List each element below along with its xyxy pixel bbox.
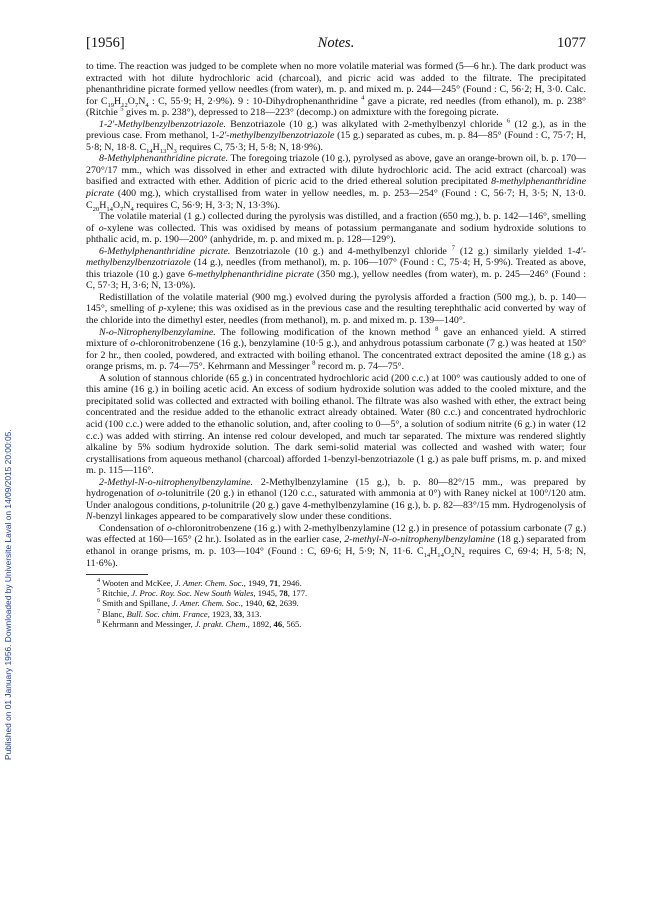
text-run: J. Proc. Roy. Soc. New South Wales [131,588,254,599]
text-run: 46 [273,618,283,629]
text-run: 33 [233,608,243,619]
text-run: O [443,545,452,557]
text-run: The foregoing triazole (10 g.), pyrolysed as above, gave an orange-brown oil, b. p. 170—270°/17 mm., which was dissolved in ether and extracted with dilute hydrochloric acid. The acid extract (charcoal) was basified and extracted with ether. Addition of picric acid to the dried ethereal solution precipitated [86,153,586,188]
text-run: 2-Methylbenzylamine (15 g.), b. p. 80—82°/15 mm., was prepared by hydrogenation of [86,476,586,500]
formula-subscript: 14 [146,147,153,155]
text-run: 62 [266,598,276,609]
text-run: o [157,488,163,500]
header-title: Notes. [317,35,355,51]
article-body [86,61,586,629]
text-run: Redistillation of the volatile material (900 mg.) evolved during the pyrolysis afforded a fraction (500 mg.), b. p. 140—145°, smelling of [86,291,586,315]
reference-marker: 8 [435,325,439,333]
text-run: (400 mg.), which crystallised from water in yellow needles, m. p. 253—254° (Found : C, 56·7; H, 3·5; N, 13·0. C [86,188,586,211]
text-run: gave an enhanced yield. A stirred mixture of [86,326,586,350]
reference-list [86,578,586,629]
text-run: (350 mg.), yellow needles (from water), m. p. 245—246° (Found : C, 57·3; H, 3·6; N, 13·0%). [86,268,587,292]
footnote-rule [86,574,148,575]
text-run: , 177. [287,588,308,599]
text-run: : C, 55·9; H, 2·9%). 9 : 10-Dihydrophenanthridine [148,95,362,107]
text-run: The following modification of the known method [215,326,436,338]
text-run: (12 g.), as in the previous case. From methanol, 1- [86,118,586,142]
reference-marker: 4 [361,94,365,102]
text-run: requires C, 56·9; H, 3·3; N, 13·3%). [133,199,280,211]
text-run: , 1945, [253,588,280,599]
text-run: J. prakt. Chem. [194,618,248,629]
reference-entry [86,598,586,608]
text-run: , 1923, [207,608,234,619]
text-run: o [130,338,136,350]
text-run: 6-Methylphenanthridine picrate. [99,245,231,257]
header-page-number: 1077 [557,35,586,51]
text-run: o [166,522,172,534]
formula-subscript: 19 [107,101,115,109]
text-run: N [454,545,462,557]
paragraph [86,477,586,523]
text-run: Condensation of [99,522,167,534]
text-run: N [166,141,174,153]
text-run: 2′-methylbenzylbenzotriazole [219,130,335,142]
formula-subscript: 20 [92,205,100,213]
text-run: Bull. Soc. chim. France [126,608,208,619]
text-run: N-o-Nitrophenylbenzylamine. [99,326,216,338]
formula-subscript: 4 [130,205,134,213]
reference-number: 4 [97,577,101,585]
text-run: (15 g.) separated as cubes, m. p. 84—85° (Found : C, 75·7; H, 5·8; N, 18·8. C [86,130,586,153]
formula-subscript: 2 [451,551,455,559]
text-run: -chloronitrobenzene (16 g.) with 2-methylbenzylamine (12 g.) in presence of potassium carbonate (7 g.) was effected at 160—165° (2 hr.). Isolated as in the earlier case, [86,522,586,546]
formula-subscript: 7 [120,205,124,213]
reference-number: 8 [97,618,101,626]
text-run: Kehrmann and Messinger, [100,618,195,629]
text-run: N [123,199,131,211]
text-run: 71 [269,578,279,589]
text-run: requires C, 69·4; H, 5·8; N, 11·6%). [86,545,587,569]
paragraph [86,327,586,373]
text-run: , 1892, [247,618,274,629]
paragraph [86,292,586,327]
text-run: Wooten and McKee, [100,578,175,589]
paragraph [86,61,586,119]
text-run: 78 [279,588,288,599]
text-run: gives m. p. 238°), depressed to 218—223° (decomp.) on admixture with the foregoing picrate. [123,107,499,119]
paragraph [86,211,586,246]
reference-entry [86,609,586,619]
text-run: N [86,511,93,523]
text-run: Ritchie, [100,588,132,599]
text-run: , 2946. [278,578,302,589]
text-run: 2-Methyl-N-o-nitrophenylbenzylamine. [99,476,254,488]
header-year: [1956] [86,35,125,51]
text-run: H [430,545,438,557]
reference-marker: 8 [312,359,316,367]
download-side-note: Published on 01 January 1956. Downloaded by Universite Laval on 14/09/2015 20:00:05. [3,429,13,760]
text-run: H [99,199,107,211]
formula-subscript: 7 [134,101,139,109]
text-run: 4′-methylbenzylbenzotriazole [86,245,586,269]
text-run: 1-2′-Methylbenzylbenzotriazole. [99,118,226,130]
text-run: , 313. [242,608,262,619]
text-run: , 2639. [275,598,299,609]
text-run: gave a picrate, red needles (from ethanol), m. p. 238° (Ritchie [86,95,586,119]
running-header [86,35,586,53]
text-run: 8-Methylphenanthridine picrate. [99,153,229,165]
text-run: o [98,222,104,234]
text-run: , 565. [282,618,302,629]
text-run: 2-methyl-N-o-nitrophenylbenzylamine [344,534,495,546]
text-run: Blanc, [100,608,127,619]
text-run: -benzyl linkages appeared to be comparatively slow under these conditions. [92,511,392,523]
text-run: J. Amer. Chem. Soc. [171,598,241,609]
paragraph [86,153,586,211]
text-run: -xylene; this was oxidised as in the previous case and the resulting terephthalic acid converted by way of the chloride into the dimethyl ester, needles (from methanol), m. p. and mixed m. p. 139—140°. [86,303,586,327]
text-run: 8-methylphenanthridine picrate [86,176,586,200]
text-run: requires C, 75·3; H, 5·8; N, 18·9%). [176,141,324,153]
paragraph [86,119,586,154]
text-run: N [138,95,146,107]
text-run: The volatile material (1 g.) collected during the pyrolysis was distilled, and a fraction (650 mg.), b. p. 142—146°, smelling of [86,211,586,234]
text-run: H [152,141,160,153]
text-run: J. Amer. Chem. Soc. [174,578,244,589]
text-run: (18 g.) separated from ethanol in orange prisms, m. p. 103—104° (Found : C, 69·6; H, 5·9; N, 11·6. C [86,534,586,557]
formula-subscript: 14 [437,551,444,559]
reference-number: 5 [97,587,101,595]
text-run: 6-methylphenanthridine picrate [187,268,314,280]
text-run: to time. The reaction was judged to be complete when no more volatile material was formed (5—6 hr.). The dark product was extracted with hot dilute hydrochloric acid (charcoal), and picric acid was added to the filtrate. The precipitated phenanthridine picrate formed yellow needles (from water), m. p. and mixed m. p. 244—245° (Found : C, 56·2; H, 3·0. Calc. for C [86,61,586,107]
text-run: -tolunitrile (20 g.) in ethanol (120 c.c., saturated with ammonia at 0°) with Raney nickel at 100°/120 atm. Under analogous conditions, [86,488,586,511]
text-run: p [158,303,164,315]
reference-entry [86,588,586,598]
text-run: H [114,95,122,107]
text-run: Benzotriazole (10 g.) was alkylated with 2-methylbenzyl chloride [225,118,507,130]
text-run: -xylene was collected. This was oxidised by means of potassium permanganate and sodium hydroxide solutions to phthalic acid, m. p. 190—200° (anhydride, m. p. and mixed m. p. 128—129°). [86,222,586,246]
paragraph [86,246,586,292]
reference-number: 6 [97,597,101,605]
paragraph [86,523,586,569]
text-run: (12 g.) similarly yielded 1- [454,245,576,257]
reference-entry [86,578,586,588]
text-run: , 1940, [240,598,267,609]
text-run: -tolunitrile (20 g.) gave 4-methylbenzylamine (16 g.), b. p. 82—83°/15 mm. Hydrogenolysis of [207,499,586,511]
formula-subscript: 13 [159,147,167,155]
text-run: record m. p. 74—75°. [315,361,405,373]
reference-entry [86,619,586,629]
text-run: , 1949, [243,578,270,589]
formula-subscript: 14 [106,205,113,213]
formula-subscript: 3 [173,147,177,155]
formula-subscript: 2 [461,551,465,559]
text-run: -chloronitrobenzene (16 g.), benzylamine (10·5 g.), and anhydrous potassium carbonate (7 g.) was heated at 150° for 2 hr., then cooled, powdered, and extracted with boiling ethanol. The concentrated extract deposited the amine (18 g.) as orange prisms, m. p. 74—75°. Kehrmann and Messinger [86,338,586,373]
paragraph-list [86,61,586,569]
text-run: O [112,199,121,211]
text-run: O [127,95,135,107]
text-run: p [202,499,208,511]
reference-marker: 7 [451,244,455,252]
reference-number: 7 [97,607,101,615]
paragraph [86,373,586,477]
formula-subscript: 14 [423,551,431,559]
formula-subscript: 4 [145,101,149,109]
reference-marker: 6 [506,117,511,125]
text-run: Smith and Spillane, [100,598,172,609]
reference-marker: 5 [120,105,124,113]
text-run: (14 g.), needles (from methanol), m. p. 106—107° (Found : C, 75·4; H, 5·9%). Treated as above, this triazole (10 g.) gave [86,257,586,280]
text-run: Benzotriazole (10 g.) and 4-methylbenzyl chloride [230,245,452,257]
text-run: A solution of stannous chloride (65 g.) in concentrated hydrochloric acid (200 c.c.) at 100° was cautiously added to one of this amine (16 g.) in boiling acetic acid. An excess of sodium hydroxide solution was added to the cooled mixture, and the precipitated solid was collected and extracted with boiling ethanol. The filtrate was also washed with ether, the extract being concentrated and the residue added to the ethanolic extract already obtained. Water (80 c.c.) and concentrated hydrochloric acid (100 c.c.) were added to the ethanolic solution, and, after cooling to 0—5°, a solution of sodium nitrite (6 g.) in water (12 c.c.) was added with stirring. An intense red colour developed, and much tar separated. The mixture was rendered slightly alkaline by 5% sodium hydroxide solution. The dark semi-solid material was collected and washed with water; four crystallisations from aqueous methanol (charcoal) afforded 1-benzyl-benzotriazole (1 g.) as pale buff prisms, m. p. and mixed m. p. 115—116°. [86,372,586,477]
formula-subscript: 12 [121,101,128,109]
